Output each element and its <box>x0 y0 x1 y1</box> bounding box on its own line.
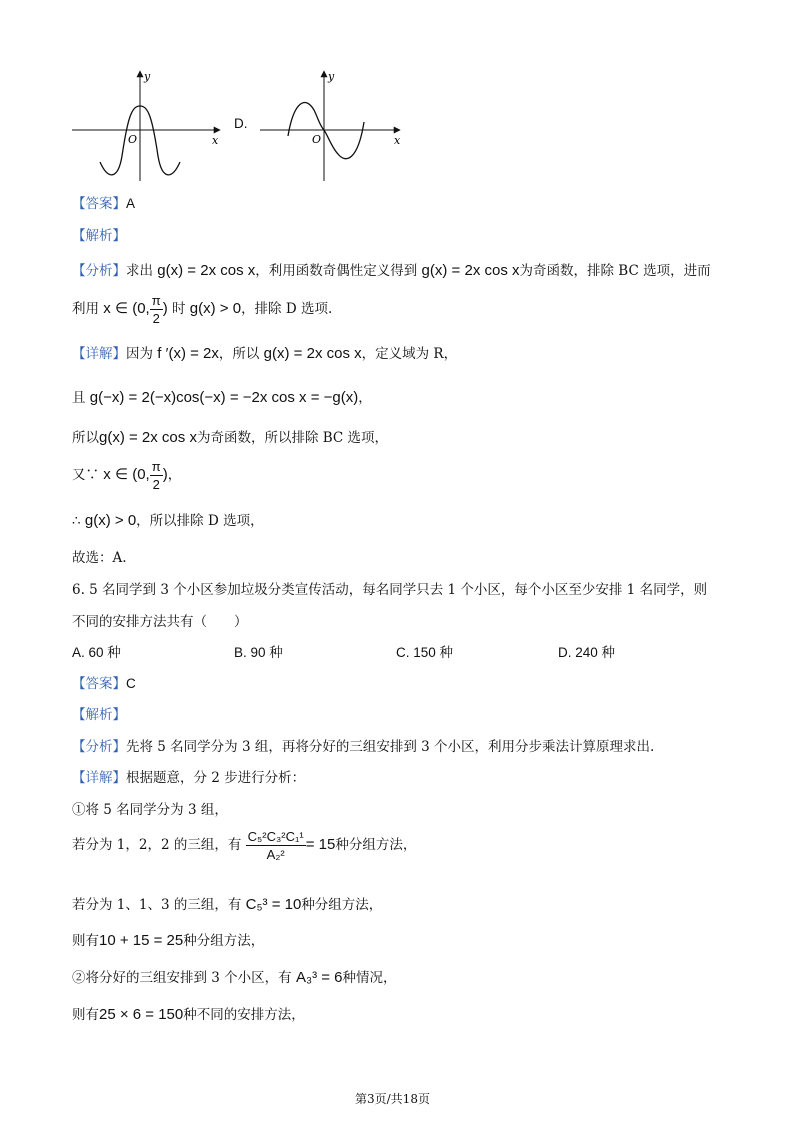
numerator: C₅²C₃²C₁¹ <box>247 829 304 844</box>
q5-fenxi-line1 <box>72 259 711 279</box>
text: ②将分好的三组安排到 3 个小区，有 <box>72 970 292 986</box>
detail-tag: 【详解】 <box>72 346 126 362</box>
fraction <box>246 830 306 861</box>
formula: x ∈ (0, <box>103 300 150 317</box>
x-label: x <box>212 134 219 147</box>
text: 且 <box>72 390 86 406</box>
text: ∴ <box>72 513 81 529</box>
q5-detail-line5 <box>72 509 264 529</box>
answer-tag: 【答案】 <box>72 196 126 212</box>
x-label: x <box>394 134 401 147</box>
text: ，利用函数奇偶性定义得到 <box>255 263 418 279</box>
denominator: 2 <box>152 311 160 326</box>
answer-value: A <box>126 196 136 211</box>
fraction <box>150 460 163 491</box>
q6-stem-line1: 6. 5 名同学到 3 个小区参加垃圾分类宣传活动，每名同学只去 1 个小区，每个小区至少安排 1 名同学，则 <box>72 582 708 598</box>
text: 为奇函数，所以排除 BC 选项， <box>196 430 389 446</box>
origin-label: O <box>312 133 322 146</box>
text: 种分组方法， <box>183 933 265 949</box>
answer-value: C <box>126 676 136 691</box>
q6-step5 <box>72 966 397 986</box>
q5-analysis-tag: 【解析】 <box>72 228 126 244</box>
origin-label: O <box>128 133 138 146</box>
q5-detail-line1 <box>72 342 457 362</box>
q6-step1: ①将 5 名同学分为 3 组， <box>72 802 228 818</box>
text: 求出 <box>126 263 153 279</box>
text: ，所以排除 D 选项， <box>136 513 264 529</box>
q6-fenxi-line <box>72 735 654 755</box>
q5-fenxi-line2 <box>72 294 332 325</box>
denominator: A₂² <box>266 847 285 862</box>
text: 种不同的安排方法， <box>183 1007 305 1023</box>
answer-tag: 【答案】 <box>72 676 126 692</box>
fenxi-tag: 【分析】 <box>72 739 126 755</box>
option-d-label: D. <box>234 116 248 131</box>
formula: C₅³ = 10 <box>245 896 302 913</box>
formula: = 15 <box>305 836 336 853</box>
text: 种分组方法， <box>335 837 417 853</box>
option-b: B. 90 种 <box>234 645 283 660</box>
graph-option-d <box>258 66 408 186</box>
text: ， <box>358 390 372 406</box>
formula: x ∈ (0, <box>103 466 150 483</box>
text: 若分为 1，2，2 的三组，有 <box>72 837 242 853</box>
text: ，所以 <box>218 346 260 362</box>
option-c: C. 150 种 <box>396 645 454 660</box>
formula: A₃³ = 6 <box>295 969 343 986</box>
q5-detail-line4 <box>72 460 181 491</box>
text: 种分组方法， <box>301 897 383 913</box>
formula: g(x) = 2x cos x <box>263 345 362 362</box>
q6-step6 <box>72 1003 305 1023</box>
text: 若分为 1、1、3 的三组，有 <box>72 897 242 913</box>
formula: g(x) > 0 <box>84 512 137 529</box>
formula: ) <box>162 466 168 483</box>
q6-stem-line2: 不同的安排方法共有（ ） <box>72 614 248 630</box>
text: 又∵ <box>72 467 99 483</box>
formula: 10 + 15 = 25 <box>99 932 184 949</box>
text: 根据题意，分 2 步进行分析： <box>126 770 306 786</box>
formula: 25 × 6 = 150 <box>99 1006 184 1023</box>
q6-answer-line <box>72 672 136 692</box>
text: 种情况， <box>342 970 397 986</box>
detail-tag: 【详解】 <box>72 770 126 786</box>
text: ，排除 D 选项. <box>241 301 333 317</box>
y-label: y <box>328 70 335 83</box>
formula: g(x) = 2x cos x <box>421 262 520 279</box>
option-a: A. 60 种 <box>72 645 121 660</box>
numerator: π <box>151 459 161 474</box>
denominator: 2 <box>152 477 160 492</box>
curve-d <box>288 103 364 159</box>
q6-step2 <box>72 830 416 861</box>
formula: g(x) = 2x cos x <box>157 262 256 279</box>
text: 时 <box>171 301 186 317</box>
q6-detail-line <box>72 766 305 786</box>
q5-answer-line <box>72 192 135 212</box>
option-d: D. 240 种 <box>558 645 616 660</box>
formula: f ′(x) = 2x <box>157 345 219 362</box>
text: 为奇函数，排除 BC 选项，进而 <box>519 263 711 279</box>
text: 因为 <box>126 346 153 362</box>
formula: g(x) = 2x cos x <box>99 429 197 446</box>
text: 先将 5 名同学分为 3 组，再将分好的三组安排到 3 个小区，利用分步乘法计算原理求出. <box>126 739 655 755</box>
q5-conclusion: 故选：A. <box>72 550 127 566</box>
q6-step3 <box>72 893 382 913</box>
fenxi-tag: 【分析】 <box>72 263 126 279</box>
text: 则有 <box>72 1007 99 1023</box>
text: 利用 <box>72 301 99 317</box>
formula: ) <box>162 300 168 317</box>
q6-analysis-tag: 【解析】 <box>72 707 126 723</box>
formula: g(x) > 0 <box>189 300 242 317</box>
page-footer: 第3页/共18页 <box>355 1092 430 1106</box>
text: 所以 <box>72 430 99 446</box>
q6-step4 <box>72 929 264 949</box>
graph-option-c <box>70 66 230 186</box>
text: ， <box>167 467 182 483</box>
formula: g(−x) = 2(−x)cos(−x) = −2x cos x = −g(x) <box>89 389 359 406</box>
fraction <box>150 294 163 325</box>
text: 则有 <box>72 933 99 949</box>
numerator: π <box>151 293 161 308</box>
q5-detail-line3 <box>72 426 388 446</box>
text: ，定义域为 R， <box>361 346 458 362</box>
y-label: y <box>144 70 151 83</box>
q5-detail-line2 <box>72 386 372 406</box>
